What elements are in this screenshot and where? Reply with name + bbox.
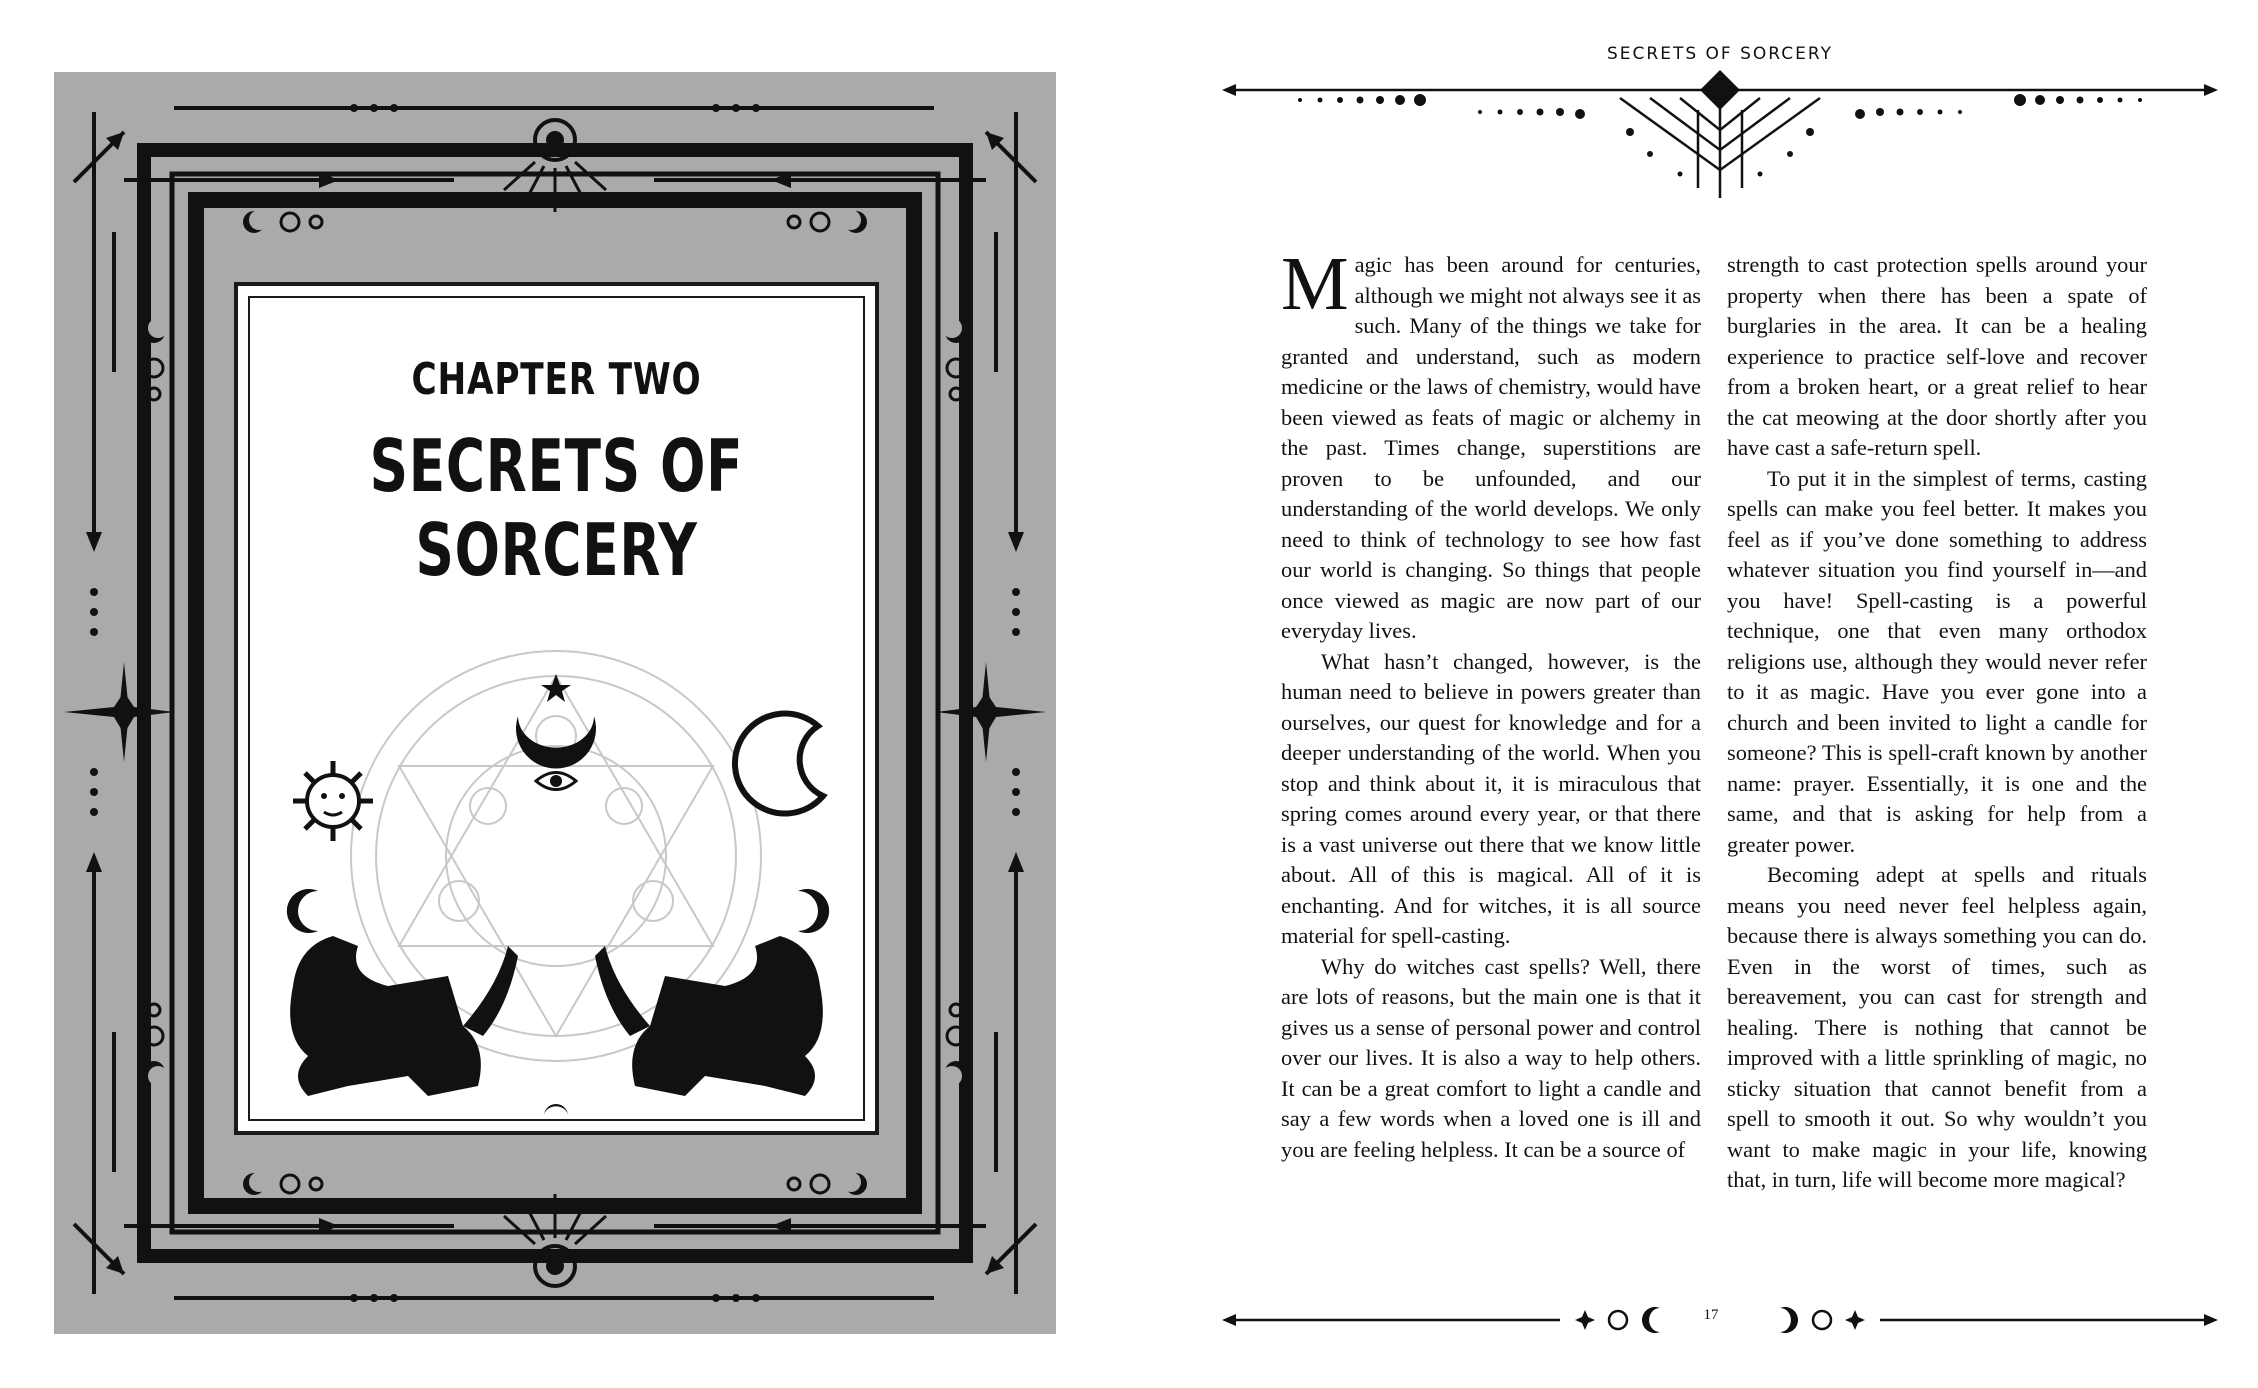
drop-cap: M <box>1281 242 1349 326</box>
header-ornament <box>1220 70 2220 210</box>
moon-face-icon <box>735 714 823 814</box>
title-illustration <box>238 286 875 1131</box>
crescent-moon-icon <box>1642 1307 1660 1333</box>
paragraph: Becoming adept at spells and rituals means you need never feel helpless again, because there is always something you can do. Even in the worst of times, such as bereavement, you can cast for strength and healing. There is nothing that cannot be improved with a little sprinkling of magic, no sticky situation that cannot benefit from a spell to smooth it out. So why wouldn’t you want to make magic in your life, knowing that, in turn, life will become more magical? <box>1727 862 2147 1192</box>
griffin-icon <box>290 936 823 1096</box>
chapter-title: SECRETS OF SORCERY <box>369 424 744 592</box>
star-icon <box>1575 1310 1595 1330</box>
crescent-eye-icon <box>516 716 596 790</box>
chapter-title-panel <box>234 282 879 1135</box>
paragraph: Why do witches cast spells? Well, there are lots of reasons, but the main one is that it gives us a sense of personal power and control over our lives. It is also a way to help others. It can be a great comfort to light a candle and say a few words when a loved one is ill and you are feeling helpless. It can be a source of <box>1281 953 1701 1162</box>
paragraph: What hasn’t changed, however, is the human need to believe in powers greater than ourselves, our quest for knowledge and for a deeper understanding of the world. When you stop and think about it, it is miraculous that spring comes around every year, or that there is a vast universe out there that we know little about. All of this is magical. All of it is enchanting. And for witches, it is all source material for spell-casting. <box>1281 648 1701 948</box>
paragraph: To put it in the simplest of terms, casting spells can make you feel better. It makes you feel as if you’ve done something to address whatever situation you find yourself in—and you have! Spell-casting is a powerful technique, one that even many orthodox religions use, although they would never refer to it as magic. Have you ever gone into a church and been invited to light a candle for someone? This is spell-craft known by another name: prayer. Essentially, it is one and the same, and that is asking for help from a greater power. <box>1727 465 2147 857</box>
crescent-moon-icon <box>544 1104 568 1116</box>
chapter-label: CHAPTER TWO <box>411 354 702 405</box>
sun-face-icon <box>293 761 373 841</box>
body-column-right <box>1727 250 2147 1196</box>
star-icon <box>1845 1310 1865 1330</box>
paragraph: strength to cast protection spells around your property when there has been a spate of burglaries in the area. It can be a healing experience to practice self-love and recover from a broken heart, or a great relief to hear the cat meowing at the door shortly after you have cast a safe-return spell. <box>1727 252 2147 460</box>
page-number: 17 <box>1703 1307 1719 1323</box>
left-page-illustration <box>54 72 1056 1334</box>
crescent-moon-icon <box>1780 1307 1798 1333</box>
running-head: SECRETS OF SORCERY <box>1607 44 1833 64</box>
body-column-left <box>1281 242 1701 1165</box>
paragraph: Magic has been around for centuries, although we might not always see it as such. Many of the things we take for granted and understand, such as modern medicine or the laws of chemistry, would have been viewed as feats of magic or alchemy in the past. Times change, superstitions are proven to be unfounded, and our understanding of the world develops. We only need to think of technology to see how fast our world is changing. So things that people once viewed as magic are now part of our everyday lives. <box>1281 242 1701 643</box>
star-icon <box>541 674 571 702</box>
